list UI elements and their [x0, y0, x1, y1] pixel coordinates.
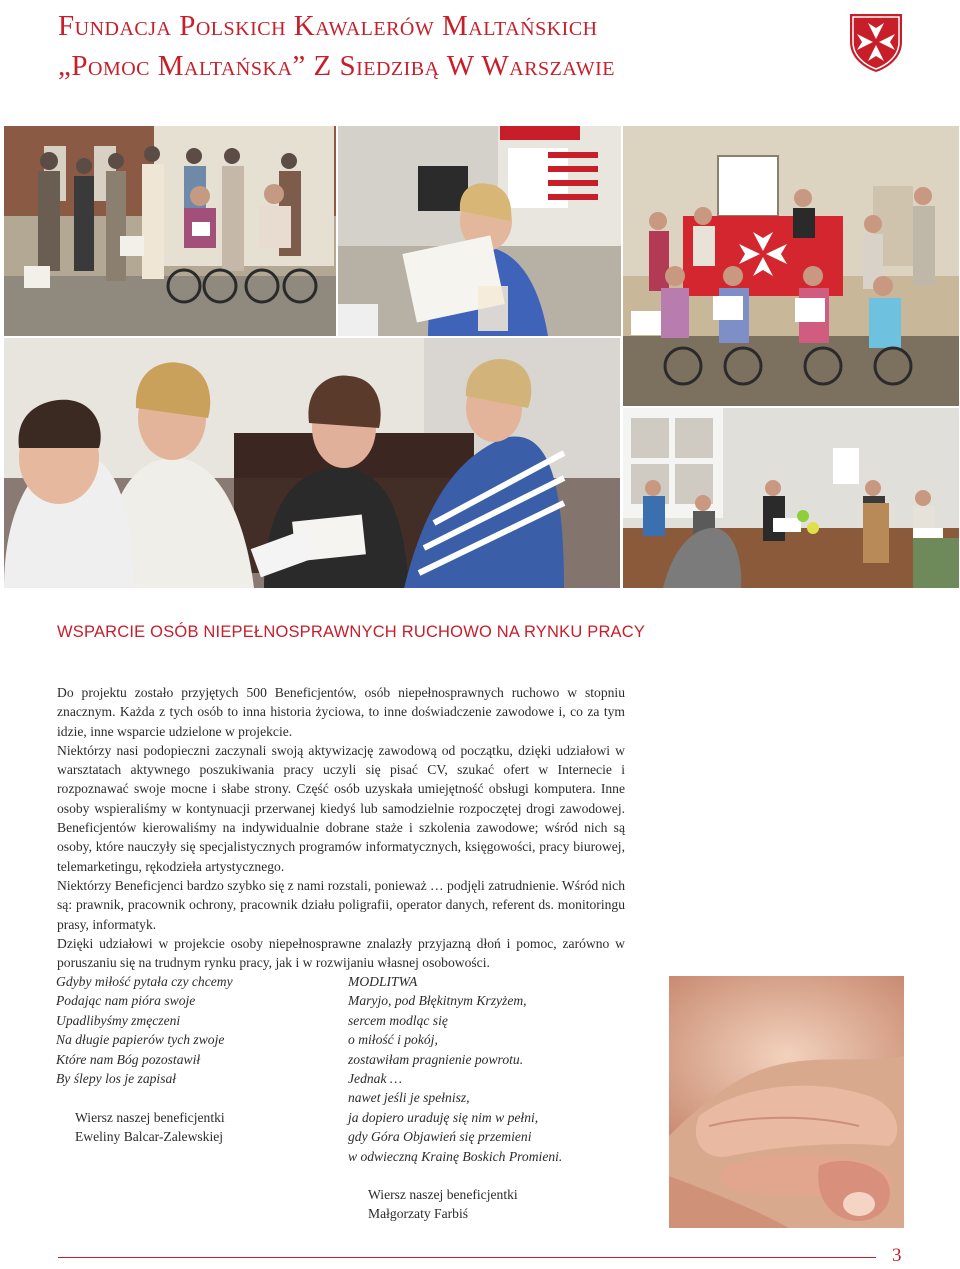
participant-with-document-photo — [338, 126, 621, 336]
maltese-cross-shield-icon — [848, 12, 904, 74]
poem-line: nawet jeśli je spełnisz, — [348, 1090, 470, 1106]
classroom-photo — [623, 408, 959, 588]
paragraph: Niektórzy Beneficjenci bardzo szybko się z nami rozstali, ponieważ … podjęli zatrudnienie. Wśród nich są: prawnik, pracownik ochrony, pracownik działu poligrafii, operator danych, referent ds. monitoringu prasy, informatyk. — [57, 877, 625, 932]
poem-line: sercem modląc się — [348, 1012, 448, 1028]
poem-line: ja dopiero uraduję się nim w pełni, — [348, 1109, 539, 1125]
poem-line: Które nam Bóg pozostawił — [56, 1051, 201, 1067]
credit-line: Małgorzaty Farbiś — [368, 1206, 469, 1222]
group-photo — [4, 126, 336, 336]
paragraph: Do projektu zostało przyjętych 500 Beneficjentów, osób niepełnosprawnych ruchowo w stopniu znacznym. Każda z tych osób to inna historia życiowa, to inne doświadczenie zawodowe i, co za tym idzie, inne wsparcie udzielone w projekcie. — [57, 685, 625, 739]
poem-line: Jednak … — [348, 1071, 402, 1087]
poem-line: Upadlibyśmy zmęczeni — [56, 1012, 181, 1028]
footer-rule — [58, 1257, 876, 1258]
header-line-1: Fundacja Polskich Kawalerów Maltańskich — [58, 10, 598, 42]
hands-photo — [669, 976, 904, 1228]
poem-line: Na długie papierów tych zwoje — [56, 1032, 225, 1048]
poem-line: w odwieczną Krainę Boskich Promieni. — [348, 1148, 563, 1164]
header-line-2: „Pomoc Maltańska” Z Siedzibą W Warszawie — [58, 50, 615, 82]
poem-title: MODLITWA — [348, 974, 418, 989]
paragraph: Dzięki udziałowi w projekcie osoby niepełnosprawne znalazły przyjazną dłoń i pomoc, zarówno w poruszaniu się na trudnym rynku pracy, jak i w rozwijaniu własnej osobowości. — [57, 935, 625, 971]
poem-2-credit — [368, 1185, 518, 1224]
poem-line: gdy Góra Objawień się przemieni — [348, 1129, 532, 1145]
credit-line: Wiersz naszej beneficjentki — [75, 1110, 225, 1125]
group-with-flag-photo — [623, 126, 959, 406]
workshop-photo — [4, 338, 620, 588]
page-number: 3 — [892, 1245, 902, 1266]
poem-line: o miłość i pokój, — [348, 1032, 438, 1048]
poem-line: By ślepy los je zapisał — [56, 1071, 177, 1087]
poem-2 — [348, 972, 562, 1166]
credit-line: Wiersz naszej beneficjentki — [368, 1187, 518, 1202]
poem-1-credit — [75, 1108, 225, 1147]
poem-line: Gdyby miłość pytała czy chcemy — [56, 974, 233, 989]
credit-line: Eweliny Balcar-Zalewskiej — [75, 1129, 224, 1145]
poem-line: Podając nam pióra swoje — [56, 993, 196, 1009]
section-title: WSPARCIE OSÓB NIEPEŁNOSPRAWNYCH RUCHOWO NA RYNKU PRACY — [57, 623, 646, 641]
poem-line: Maryjo, pod Błękitnym Krzyżem, — [348, 993, 527, 1009]
body-text — [57, 683, 625, 972]
poem-1 — [56, 972, 233, 1088]
poem-line: zostawiłam pragnienie powrotu. — [348, 1051, 524, 1067]
page-header — [58, 6, 615, 86]
paragraph: Niektórzy nasi podopieczni zaczynali swoją aktywizację zawodową od początku, dzięki udziałowi w warsztatach aktywnego poszukiwania pracy uczyli się pisać CV, szukać ofert w Internecie i rozpoznawać swoje mocne i słabe strony. Część osób uzyskała umiejętność obsługi komputera. Inne osoby wspieraliśmy w kontynuacji przerwanej kiedyś lub samodzielnie rozpoczętej drogi zawodowej. Beneficjentów kierowaliśmy na indywidualnie dobrane staże i szkolenia zawodowe; wśród nich są osoby, które nauczyły się specjalistycznych programów informatycznych, księgowości, pracy biurowej, telemarketingu, rękodzieła artystycznego. — [57, 742, 625, 874]
